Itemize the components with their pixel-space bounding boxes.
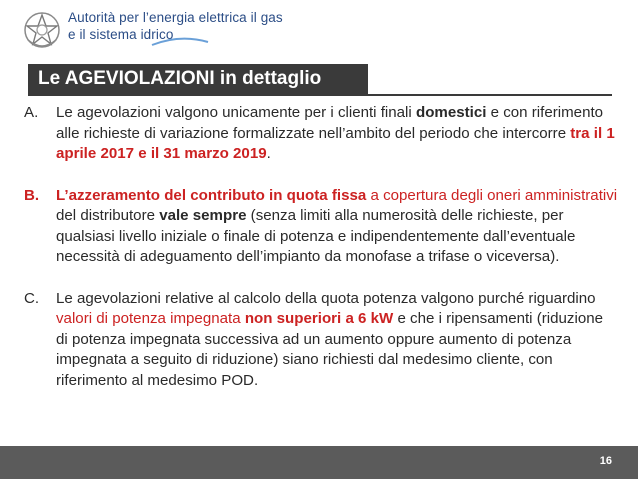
item-c-marker: C. [24, 289, 40, 307]
item-b-text-4: vale sempre [159, 207, 247, 224]
slide-title: Le AGEVIOLAZIONI in dettaglio [38, 68, 322, 89]
item-c-text-5: e che i ripensamenti (riduzione di potenza impegnata successiva ad un aumento oppure aumento di potenza impegnata a seguito di riduzione) siano richiesti dal medesimo cliente, con riferimento al medesimo POD. [56, 310, 604, 389]
item-c-text-4: non superiori a 6 kW [244, 310, 394, 327]
logo-swoosh-icon [150, 36, 210, 48]
footer-bar [0, 446, 638, 479]
item-a-text-1: Le agevolazioni valgono unicamente per i clienti finali [56, 104, 416, 121]
item-b-text-2: a copertura degli oneri amministrativi [366, 186, 618, 204]
item-a [18, 103, 618, 165]
logo-line-2: e il sistema idrico [68, 27, 174, 42]
page-number: 16 [599, 455, 612, 467]
item-a-text-4: tra il 1 aprile 2017 e il 31 marzo 2019 [56, 124, 615, 162]
item-b-text-1: L’azzeramento del contributo in quota fissa [56, 186, 367, 204]
item-b-marker: B. [24, 186, 40, 204]
item-b-text-3: del distributore [56, 207, 160, 224]
item-a-text-3: e con riferimento alle richieste di variazione formalizzate nell’ambito del periodo che intercorre [56, 104, 604, 142]
item-c-text-2: valori di potenza impegnata [56, 310, 241, 327]
item-a-text-5: . [266, 145, 271, 162]
item-a-marker: A. [24, 104, 39, 121]
slide-content [18, 103, 618, 391]
title-divider [28, 94, 612, 96]
item-a-text-2: domestici [415, 104, 487, 121]
header [0, 0, 638, 62]
item-c-text-1: Le agevolazioni relative al calcolo della quota potenza valgono purché riguardino [56, 289, 596, 307]
item-b [18, 186, 618, 268]
item-c [18, 289, 618, 392]
italian-emblem-icon [22, 8, 62, 52]
slide-title-bar [28, 64, 368, 94]
item-b-text-5: (senza limiti alla numerosità delle richieste, per qualsiasi livello iniziale o finale di potenza e indipendentemente dall’eventuale necessità di adeguamento dell’impianto da monofase a trifase o viceversa). [56, 207, 576, 265]
logo-line-1: Autorità per l’energia elettrica il gas [68, 10, 283, 25]
